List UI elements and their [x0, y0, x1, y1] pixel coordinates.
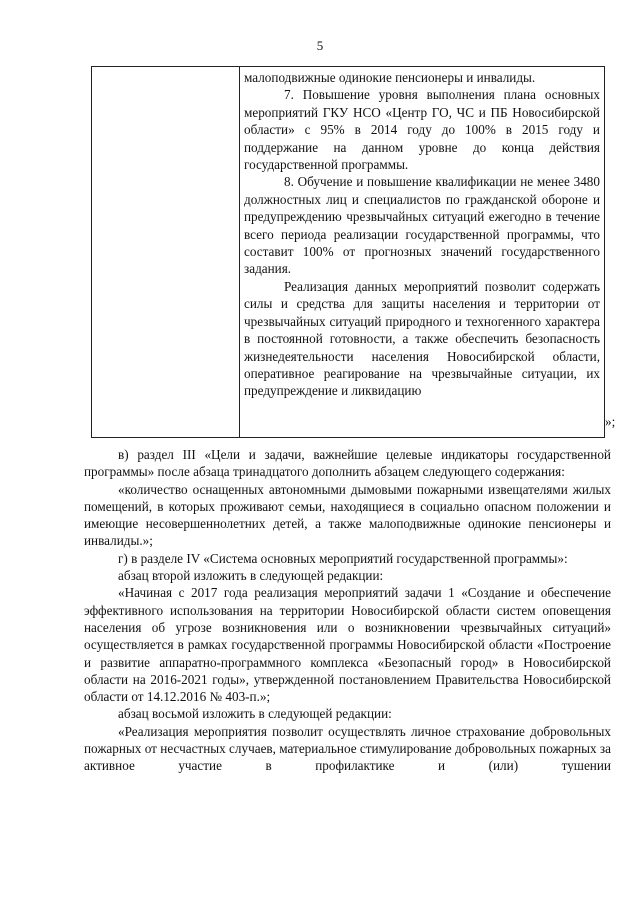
closing-quote: »; — [605, 414, 616, 429]
program-table — [91, 66, 605, 438]
body-paragraph-5: «Начиная с 2017 года реализация мероприятий задачи 1 «Создание и обеспечение эффективного использования на территории Новосибирской области систем оповещения населения об угрозе возникновения или о возникновении чрезвычайных ситуаций» осуществляется в рамках государственной программы Новосибирской области «Построение и развитие аппаратно-программного комплекса «Безопасный город» в Новосибирской области на 2016-2021 годы», утвержденной постановлением Правительства Новосибирской области от 14.12.2016 № 403-п.»; — [84, 585, 611, 705]
cell-paragraph-2: 7. Повышение уровня выполнения плана основных мероприятий ГКУ НСО «Центр ГО, ЧС и ПБ Новосибирской области» с 95% в 2014 году до 100% в 2015 году и поддержание на данном уровне до конца действия государственной программы. — [244, 87, 600, 173]
page-number: 5 — [316, 38, 324, 53]
body-paragraph-6: абзац восьмой изложить в следующей редакции: — [118, 706, 392, 722]
cell-paragraph-1: малоподвижные одинокие пенсионеры и инвалиды. — [244, 70, 536, 85]
body-paragraph-7: «Реализация мероприятия позволит осуществлять личное страхование добровольных пожарных от несчастных случаев, материальное стимулирование добровольных пожарных за активное участие в профилактике и (или) тушении — [84, 723, 611, 774]
cell-paragraph-4: Реализация данных мероприятий позволит содержать силы и средства для защиты населения и территории от чрезвычайных ситуаций природного и техногенного характера в постоянной готовности, а также обеспечить безопасность жизнедеятельности населения Новосибирской области, оперативное реагирование на чрезвычайные ситуации, их предупреждение и ликвидацию — [244, 278, 600, 399]
body-paragraph-1: в) раздел III «Цели и задачи, важнейшие целевые индикаторы государственной программы» после абзаца тринадцатого дополнить абзацем следующего содержания: — [84, 447, 611, 480]
cell-paragraph-3: 8. Обучение и повышение квалификации не менее 3480 должностных лиц и специалистов по гражданской обороне и предупреждению чрезвычайных ситуаций ежегодно в течение всего периода реализации государственной программы, что составит 100% от прогнозных значений государственного задания. — [244, 174, 600, 277]
body-paragraph-3: г) в разделе IV «Система основных мероприятий государственной программы»: — [118, 550, 568, 566]
table-cell-text — [244, 69, 600, 400]
body-paragraph-4: абзац второй изложить в следующей редакции: — [118, 568, 384, 584]
body-paragraph-2: «количество оснащенных автономными дымовыми пожарными извещателями жилых помещений, в которых проживают семьи, находящиеся в социально опасном положении и имеющие несовершеннолетних детей, а также малоподвижные одинокие пенсионеры и инвалиды.»; — [84, 481, 611, 549]
document-body — [84, 446, 611, 775]
table-column-divider — [239, 67, 240, 437]
